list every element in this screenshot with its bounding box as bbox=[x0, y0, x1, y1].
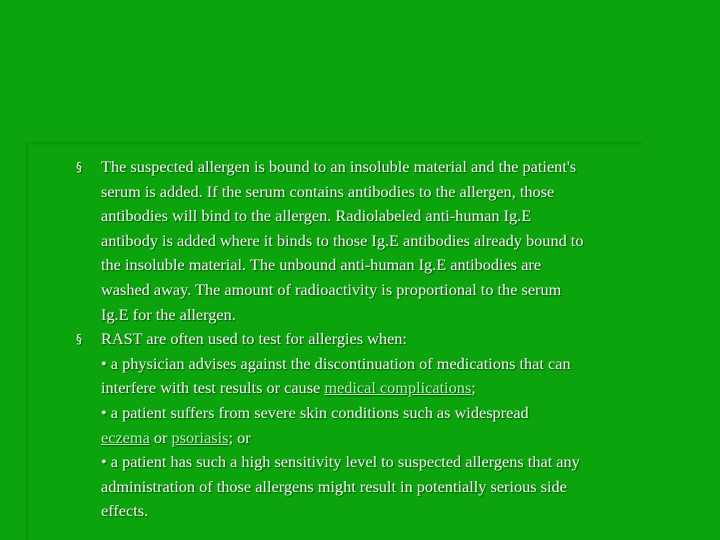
text-line: • a patient has such a high sensitivity level to suspected allergens that any bbox=[101, 452, 580, 472]
text-line: RAST are often used to test for allergies when: bbox=[101, 329, 407, 349]
text-span: interfere with test results or cause bbox=[101, 378, 325, 398]
text-span: ; bbox=[471, 378, 476, 398]
link-eczema[interactable]: eczema bbox=[101, 427, 150, 447]
text-line: antibodies will bind to the allergen. Radiolabeled anti-human Ig.E bbox=[101, 206, 532, 226]
text-line: • a patient suffers from severe skin conditions such as widespread bbox=[101, 402, 529, 422]
text-line: the insoluble material. The unbound anti-human Ig.E antibodies are bbox=[101, 255, 542, 275]
text-span: or bbox=[149, 427, 172, 447]
link-psoriasis[interactable]: psoriasis bbox=[171, 427, 229, 447]
text-line bbox=[101, 376, 694, 401]
bullet-marker-icon: § bbox=[76, 160, 82, 174]
text-line: Ig.E for the allergen. bbox=[101, 304, 236, 324]
bullet-rast-usage bbox=[76, 327, 694, 524]
text-line: antibody is added where it binds to those Ig.E antibodies already bound to bbox=[101, 230, 584, 250]
text-line: • a physician advises against the discontinuation of medications that can bbox=[101, 353, 571, 373]
text-line: administration of those allergens might result in potentially serious side bbox=[101, 476, 567, 496]
decorative-rule-vertical bbox=[26, 142, 29, 540]
text-line: washed away. The amount of radioactivity is proportional to the serum bbox=[101, 279, 562, 299]
decorative-rule-horizontal bbox=[26, 142, 642, 145]
text-line bbox=[101, 426, 694, 451]
text-line: effects. bbox=[101, 501, 149, 521]
bullet-marker-icon: § bbox=[76, 332, 82, 347]
text-span: ; or bbox=[228, 427, 251, 447]
link-medical-complications[interactable]: medical complications bbox=[324, 378, 472, 398]
slide-body bbox=[76, 155, 694, 524]
text-line: The suspected allergen is bound to an insoluble material and the patient's bbox=[101, 157, 577, 176]
text-line: serum is added. If the serum contains antibodies to the allergen, those bbox=[101, 181, 555, 201]
bullet-rast-method bbox=[76, 155, 694, 327]
